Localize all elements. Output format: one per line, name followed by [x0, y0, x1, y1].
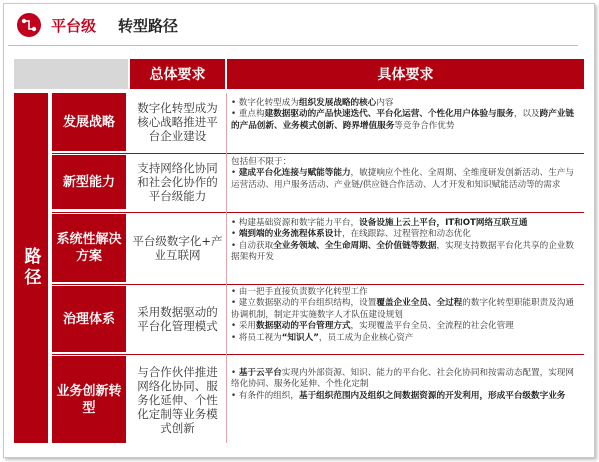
- bullet-item: [231, 229, 578, 240]
- text-run: ，敏捷响应个性化、全周期、全维度研发创新活动、生产与运营活动、用户服务活动、产业链/供应链合作活动、人才开发和知识赋能活动等的需求: [231, 168, 574, 190]
- text-run: ，实现支持数据平台化共享的企业数据架构开发: [231, 240, 574, 263]
- bullet-item: [231, 241, 578, 264]
- header-tag: 平台级: [51, 17, 97, 35]
- bold-text: 跨产业链的产品创新、业务模式创新、跨界增值服务: [231, 109, 575, 131]
- text-run: ，在线跟踪、过程管控和动态优化: [341, 229, 471, 240]
- row-specific-capability: [227, 155, 584, 211]
- row-specific-governance: [227, 285, 584, 353]
- bullet-item: [231, 391, 578, 402]
- column-header-blank: [14, 59, 128, 89]
- text-run: 包括但不限于：: [231, 157, 292, 167]
- row-general-strategy: 数字化转型成为核心战略推进平台企业建设: [137, 101, 218, 143]
- row-general-governance: 采用数据驱动的平台化管理模式: [137, 305, 218, 333]
- header-divider: [8, 45, 578, 46]
- text-run: •: [231, 229, 239, 240]
- bullet-item: [231, 168, 578, 191]
- bold-text: 建成平台化连接与赋能等能力: [238, 168, 351, 179]
- text-run: • 有条件的组织，: [231, 390, 299, 401]
- text-run: •: [231, 168, 239, 179]
- row-specific-solution: [227, 216, 584, 284]
- text-run: 的数字化转型职能职责及沟通协调机制，制定并实施数字人才队伍建设规划: [231, 298, 574, 320]
- bullet-item: [231, 98, 578, 109]
- bold-text: “知识人”: [281, 332, 319, 343]
- row-general-solution: 平台级数字化+产业互联网: [132, 234, 223, 262]
- row-specific-business: [227, 366, 584, 436]
- row-divider: [52, 212, 584, 213]
- bullet-item: [231, 321, 578, 332]
- bullet-item: [231, 218, 578, 229]
- bold-text: 设备设施上云上平台，IT和OT网络互联互通: [359, 218, 528, 228]
- bullet-item: [231, 287, 578, 298]
- row-label-business: 业务创新转型: [52, 356, 126, 443]
- row-general-business: 与合作伙伴推进网络化协同、服务化延伸、个性化定制等业务模式创新: [137, 364, 218, 435]
- row-divider: [52, 354, 584, 355]
- bullet-item: [231, 109, 578, 132]
- row-divider: [52, 153, 584, 154]
- column-header-general: 总体要求: [130, 59, 225, 89]
- page-title: 转型路径: [118, 17, 179, 35]
- text-run: 实现内外部资源、知识、能力的平台化、社会化协同和按需动态配置，实现网络化协同、服务化延伸、个性化定制: [231, 368, 574, 390]
- bullet-item: [231, 298, 578, 321]
- row-label-capability: 新型能力: [52, 155, 126, 209]
- text-run: • 自动获取: [231, 240, 274, 251]
- bold-text: 组织发展战略的核心: [298, 98, 377, 108]
- column-header-specific: 具体要求: [227, 59, 584, 89]
- text-run: 内容: [376, 98, 394, 108]
- side-label: 路径: [20, 247, 41, 289]
- bold-text: 基于云平台: [238, 368, 282, 378]
- text-run: • 建立数据驱动的平台组织结构，设置: [231, 298, 377, 309]
- bold-text: 端到端的业务流程体系设计: [238, 229, 342, 240]
- text-run: •: [231, 368, 239, 378]
- bullet-item: [231, 368, 578, 391]
- bullet-item: [231, 157, 578, 168]
- text-run: ，员工成为企业核心资产: [318, 332, 414, 343]
- column-divider: [226, 93, 227, 443]
- bold-text: 建数据驱动的产品快速迭代、平台化运营、个性化用户体验与服务: [264, 109, 514, 120]
- text-run: • 重点构: [231, 109, 265, 120]
- text-run: 等竞争合作优势: [394, 120, 455, 131]
- bold-text: 全业务领域、全生命周期、全价值链等数据: [273, 240, 437, 251]
- row-specific-strategy: [227, 96, 584, 152]
- connector-icon: [17, 13, 41, 37]
- row-label-solution: 系统性解决方案: [52, 214, 126, 282]
- bold-text: 基于组织范围内及组织之间数据资源的开发利用，形成平台级数字业务: [298, 390, 566, 401]
- text-run: • 由一把手直接负责数字化转型工作: [231, 287, 368, 297]
- bold-text: 覆盖企业全员、全过程: [376, 298, 463, 309]
- bold-text: 数据驱动的平台管理方式: [256, 321, 351, 332]
- text-run: • 采用: [231, 321, 256, 332]
- text-run: ，以及: [513, 109, 540, 120]
- slide-header: [10, 10, 580, 40]
- row-label-governance: 治理体系: [52, 286, 126, 352]
- side-label-bar: [14, 93, 48, 443]
- row-label-strategy: 发展战略: [52, 93, 126, 151]
- row-general-capability: 支持网络化协同和社会化协作的平台级能力: [137, 161, 218, 203]
- bullet-item: [231, 333, 578, 344]
- text-run: • 将员工视为: [231, 332, 282, 343]
- text-run: • 数字化转型成为: [231, 98, 299, 108]
- text-run: • 构建基础资源和数字能力平台，: [231, 218, 360, 228]
- text-run: ，实现覆盖平台全员、全流程的社会化管理: [350, 321, 514, 332]
